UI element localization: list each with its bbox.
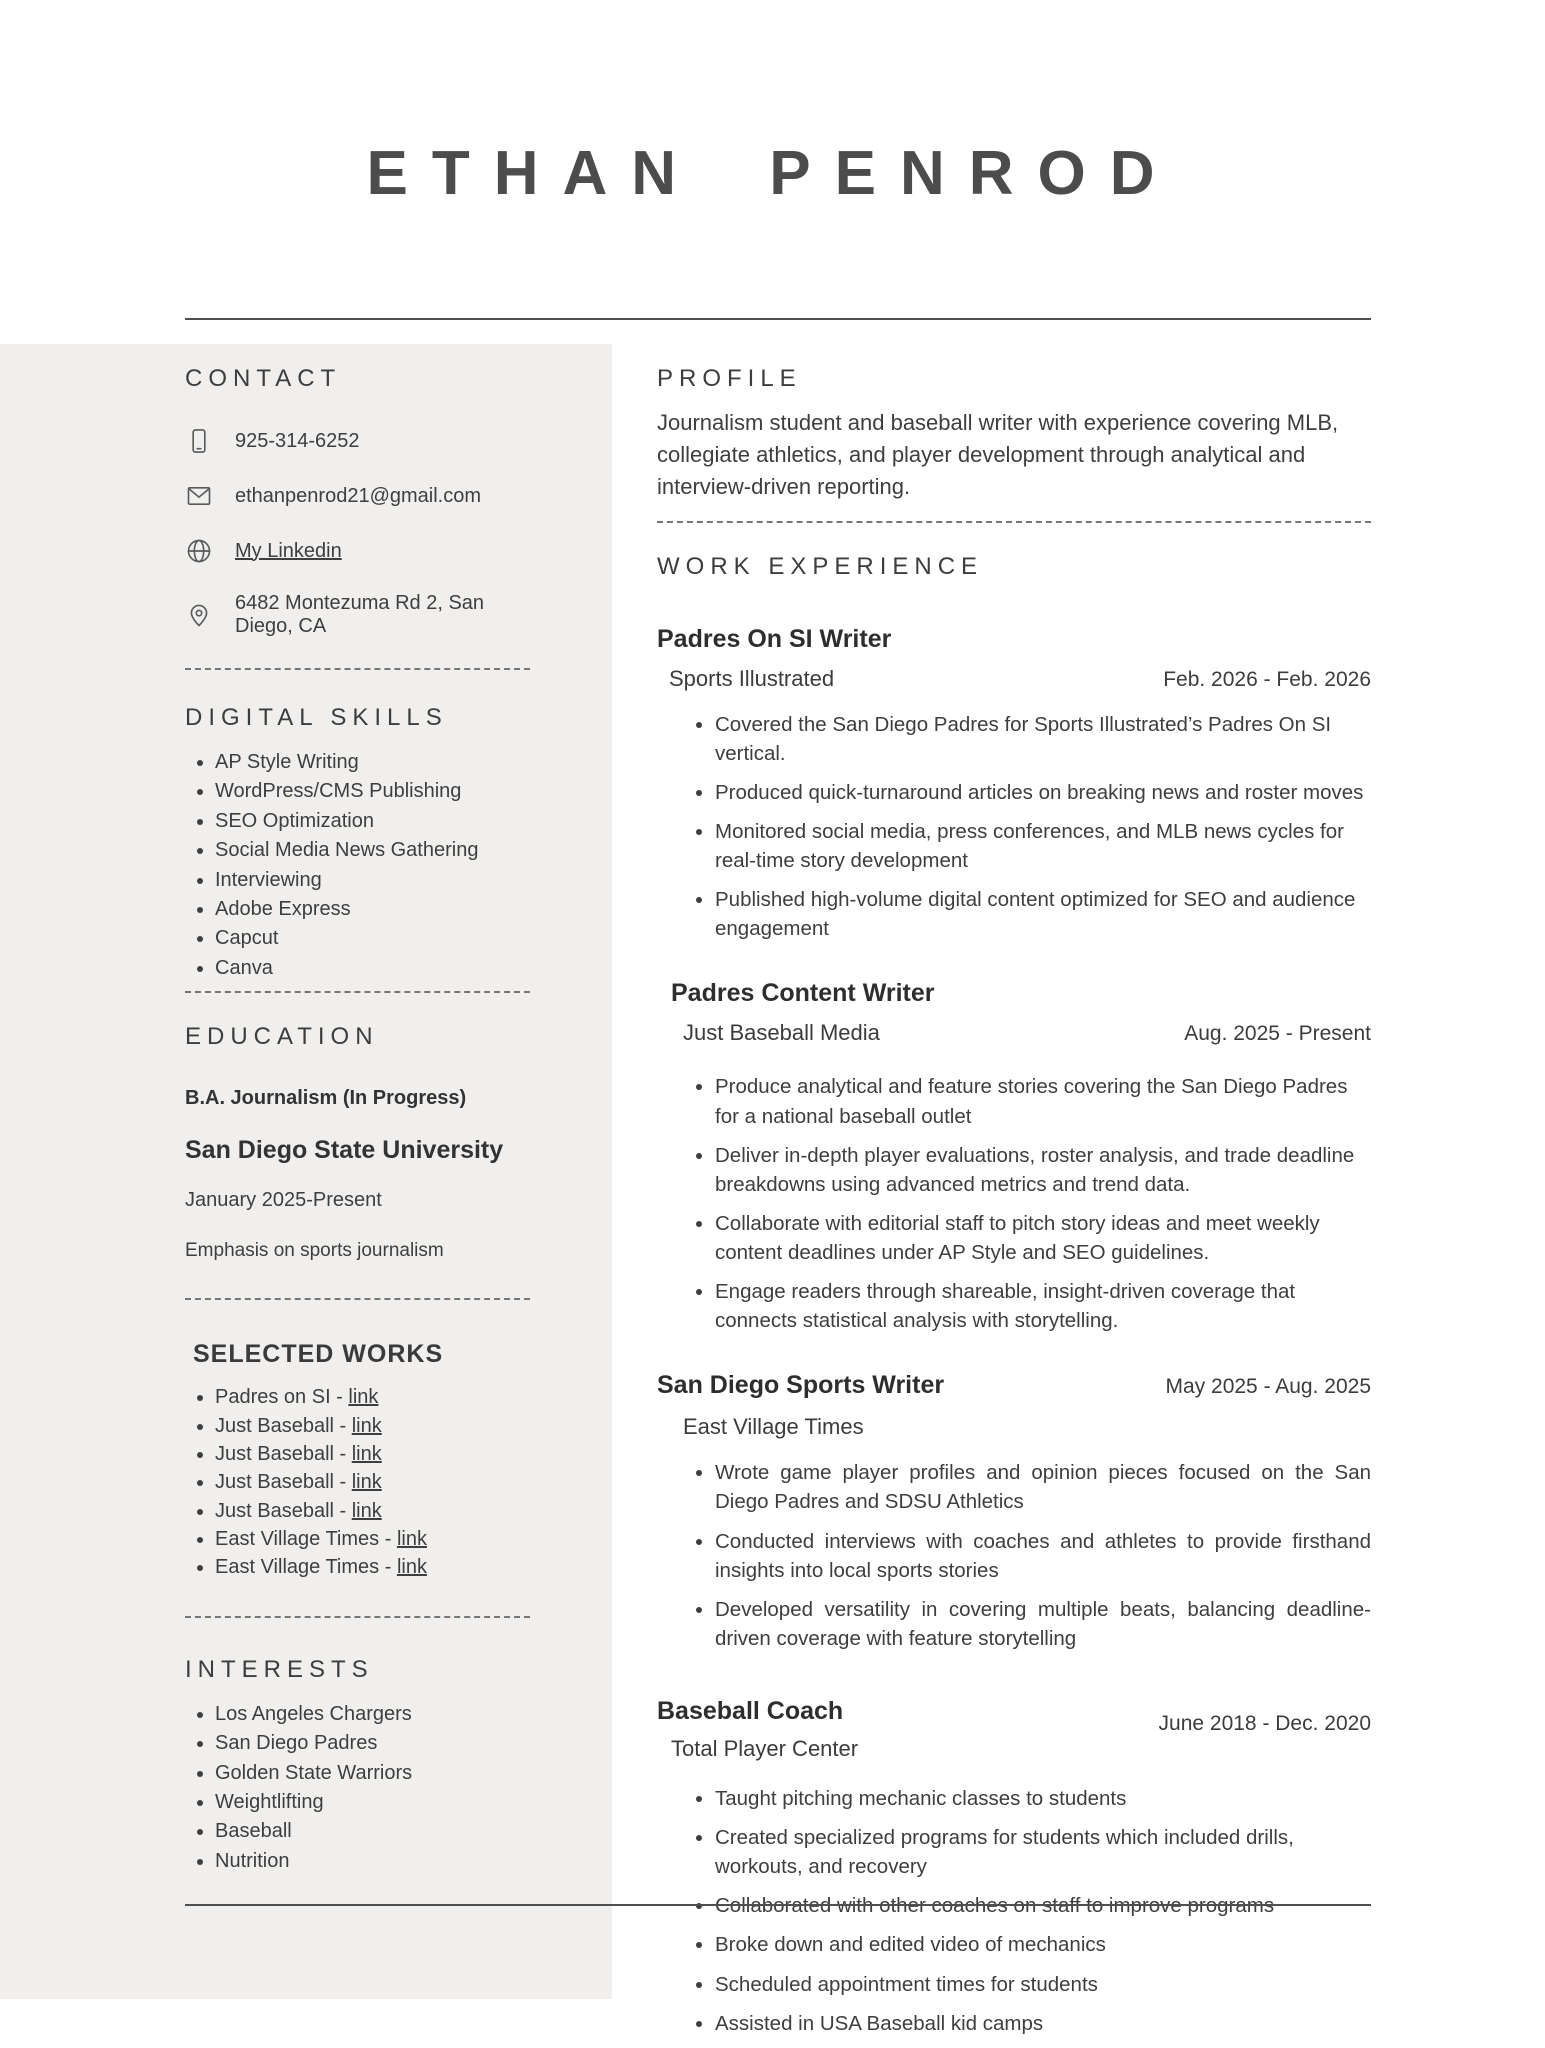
job-title: Padres Content Writer [671, 979, 935, 1008]
page-title: ETHAN PENROD [366, 139, 1179, 208]
job-bullet-list [657, 710, 1371, 944]
job-title-row [657, 1371, 1371, 1400]
sidebar [185, 365, 530, 2048]
job-title: Padres On SI Writer [657, 624, 892, 653]
bullet-item: • Covered the San Diego Padres for Sports Illustrated’s Padres On SI vertical. [715, 710, 1371, 768]
job-meta-row [657, 666, 1371, 692]
bullet-item: • Broke down and edited video of mechanics [715, 1930, 1371, 1959]
bullet-item: • Taught pitching mechanic classes to students [715, 1784, 1371, 1813]
work-experience-heading: WORK EXPERIENCE [657, 552, 984, 580]
interest-item: • Weightlifting [215, 1788, 530, 1817]
job-dates: Aug. 2025 - Present [1184, 1022, 1371, 1046]
phone-icon [185, 427, 213, 455]
skill-item: • Adobe Express [215, 895, 530, 924]
work-item: • Just Baseball - link [215, 1468, 530, 1496]
contact-address [185, 592, 530, 638]
work-link[interactable]: link [351, 1414, 382, 1437]
work-link[interactable]: link [351, 1442, 382, 1465]
job-dates: May 2025 - Aug. 2025 [1165, 1375, 1371, 1399]
contact-section [185, 365, 530, 638]
bullet-item: • Assisted in USA Baseball kid camps [715, 2009, 1371, 2038]
email-icon [185, 482, 213, 510]
bullet-item: • Created specialized programs for students which included drills, workouts, and recovery [715, 1823, 1371, 1881]
address-text: 6482 Montezuma Rd 2, San Diego, CA [235, 592, 485, 637]
skill-item: • Capcut [215, 924, 530, 953]
location-pin-icon [185, 601, 213, 629]
job-company: Just Baseball Media [683, 1020, 880, 1046]
selected-works-section [185, 1340, 530, 1582]
bullet-item: • Published high-volume digital content optimized for SEO and audience engagement [715, 885, 1371, 943]
work-link[interactable]: link [351, 1499, 382, 1522]
bullet-item: • Wrote game player profiles and opinion pieces focused on the San Diego Padres and SDSU Athletics [715, 1458, 1371, 1516]
work-item: • Padres on SI - link [215, 1383, 530, 1411]
job-company: East Village Times [683, 1414, 864, 1440]
selected-works-heading: SELECTED WORKS [193, 1340, 444, 1369]
bullet-item: • Collaborated with other coaches on staff to improve programs [715, 1891, 1371, 1920]
job-company: Sports Illustrated [669, 665, 835, 691]
profile-section [657, 365, 1371, 503]
interest-item: • Baseball [215, 1817, 530, 1846]
selected-works-list [185, 1383, 530, 1582]
job-title-row [657, 1696, 1371, 1735]
job-bullet-list [657, 1784, 1371, 2038]
interest-item: • Golden State Warriors [215, 1759, 530, 1788]
bullet-item: • Developed versatility in covering multiple beats, balancing deadline-driven coverage with feature storytelling [715, 1595, 1371, 1653]
work-item: • Just Baseball - link [215, 1440, 530, 1468]
education-degree: B.A. Journalism (In Progress) [185, 1087, 467, 1110]
job-bullet-list [657, 1458, 1371, 1653]
work-item: • Just Baseball - link [215, 1497, 530, 1525]
education-school: San Diego State University [185, 1136, 504, 1165]
job-title: San Diego Sports Writer [657, 1371, 945, 1400]
job-company: Total Player Center [671, 1735, 859, 1761]
interests-section [185, 1656, 530, 1876]
interest-item: • San Diego Padres [215, 1729, 530, 1758]
bullet-item: • Produced quick-turnaround articles on breaking news and roster moves [715, 778, 1371, 807]
skill-item: • Interviewing [215, 866, 530, 895]
profile-text: Journalism student and baseball writer with experience covering MLB, collegiate athletics, and player development through analytical and interview-driven reporting. [657, 410, 1339, 499]
email-address: ethanpenrod21@gmail.com [235, 484, 482, 507]
interests-list [185, 1700, 530, 1876]
sidebar-dashed-divider [185, 991, 530, 993]
job-bullet-list [657, 1072, 1371, 1335]
skill-item: • Canva [215, 954, 530, 983]
contact-heading: CONTACT [185, 365, 342, 392]
job-padres-content-writer [657, 979, 1371, 1335]
contact-phone [185, 427, 530, 455]
digital-skills-section [185, 704, 530, 983]
contact-email [185, 482, 530, 510]
digital-skills-list [185, 748, 530, 983]
sidebar-dashed-divider [185, 1298, 530, 1300]
skill-item: • Social Media News Gathering [215, 836, 530, 865]
bullet-item: • Scheduled appointment times for students [715, 1970, 1371, 1999]
bullet-item: • Collaborate with editorial staff to pitch story ideas and meet weekly content deadlines under AP Style and SEO guidelines. [715, 1209, 1371, 1267]
sidebar-dashed-divider [185, 1616, 530, 1618]
education-emphasis: Emphasis on sports journalism [185, 1240, 444, 1262]
profile-heading: PROFILE [657, 365, 802, 392]
bullet-item: • Monitored social media, press conferences, and MLB news cycles for real-time story development [715, 817, 1371, 875]
interest-item: • Nutrition [215, 1847, 530, 1876]
education-heading: EDUCATION [185, 1023, 379, 1051]
interests-heading: INTERESTS [185, 1655, 374, 1683]
profile-dashed-divider [657, 521, 1371, 523]
work-item: • East Village Times - link [215, 1525, 530, 1553]
work-experience-section [657, 553, 1371, 2038]
job-padres-on-si [657, 625, 1371, 944]
education-section [185, 1023, 530, 1262]
job-baseball-coach [657, 1697, 1371, 2038]
skill-item: • WordPress/CMS Publishing [215, 777, 530, 806]
globe-icon [185, 537, 213, 565]
bullet-item: • Produce analytical and feature stories covering the San Diego Padres for a national baseball outlet [715, 1072, 1371, 1130]
skill-item: • SEO Optimization [215, 807, 530, 836]
sidebar-dashed-divider [185, 668, 530, 670]
bottom-divider [185, 1904, 1371, 1906]
bullet-item: • Conducted interviews with coaches and athletes to provide firsthand insights into local sports stories [715, 1527, 1371, 1585]
bullet-item: • Deliver in-depth player evaluations, roster analysis, and trade deadline breakdowns using advanced metrics and trend data. [715, 1141, 1371, 1199]
phone-number: 925-314-6252 [235, 429, 360, 452]
interest-item: • Los Angeles Chargers [215, 1700, 530, 1729]
main-column [657, 365, 1371, 2048]
digital-skills-heading: DIGITAL SKILLS [185, 704, 448, 731]
job-dates: June 2018 - Dec. 2020 [1158, 1711, 1371, 1735]
skill-item: • AP Style Writing [215, 748, 530, 777]
job-dates: Feb. 2026 - Feb. 2026 [1163, 667, 1371, 691]
linkedin-link[interactable]: My Linkedin [235, 539, 342, 562]
work-link[interactable]: link [348, 1386, 379, 1409]
job-san-diego-sports-writer [657, 1371, 1371, 1653]
education-dates: January 2025-Present [185, 1189, 382, 1212]
job-title: Baseball Coach [657, 1696, 844, 1725]
work-link[interactable]: link [396, 1556, 427, 1579]
work-item: • East Village Times - link [215, 1553, 530, 1581]
work-link[interactable]: link [396, 1528, 427, 1551]
content-columns [0, 344, 1545, 2048]
bullet-item: • Engage readers through shareable, insight-driven coverage that connects statistical analysis with storytelling. [715, 1277, 1371, 1335]
job-meta-row [657, 1020, 1371, 1046]
contact-linkedin [185, 537, 530, 565]
work-item: • Just Baseball - link [215, 1412, 530, 1440]
work-link[interactable]: link [351, 1471, 382, 1494]
top-divider [185, 318, 1371, 320]
